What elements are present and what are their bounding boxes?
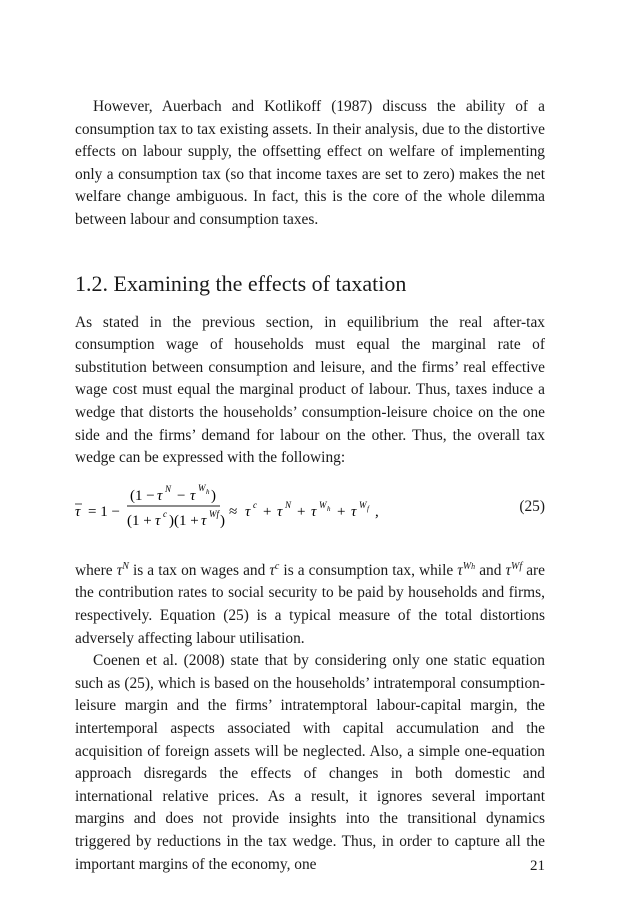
paragraph-coenen: Coenen et al. (2008) state that by considering only one static equation such as (25), which is based on the households’ intratemporal consumption-leisure margin and the firms’ intratemptoral labour-capital margin, the intertemporal aspects associated with capital accumulation and the acquisition of foreign assets will be neglected. Also, a simple one-equation approach disregards the effects of changes in both domestic and international relative prices. As a result, it ignores several important margins and does not provide insights into the transitional dynamics triggered by reductions in the tax wedge. Thus, in order to capture all the important margins of the economy, one <box>75 652 545 873</box>
svg-text:)(1 +: )(1 + <box>169 512 199 529</box>
svg-text:(1 +: (1 + <box>127 512 152 529</box>
svg-text:τ: τ <box>155 512 161 529</box>
svg-text:,: , <box>375 503 379 520</box>
svg-text:): ) <box>211 487 216 504</box>
paragraph-where: where $\tau^N$ is a tax on wages and $\tau^c$ is a consumption tax, while $\tau^{Wh}$ and $\tau^{Wf}$ are the contribution rates to social security to be paid by households and firms, respectively. Equation (25) is a typical measure of the total distortions adversely affecting labour utilisation. <box>75 560 546 647</box>
svg-text:τ: τ <box>277 503 283 520</box>
svg-text:W: W <box>198 482 206 493</box>
svg-text:≈: ≈ <box>229 503 238 520</box>
text-and: and <box>475 561 506 579</box>
svg-text:+: + <box>337 503 346 520</box>
equation-number: (25) <box>519 497 545 515</box>
svg-text:+: + <box>263 503 272 520</box>
svg-text:N: N <box>165 483 172 494</box>
svg-text:τ: τ <box>201 512 207 529</box>
svg-text:W: W <box>359 499 367 510</box>
svg-text:(1 −: (1 − <box>130 487 155 504</box>
svg-text:= 1 −: = 1 − <box>88 503 120 520</box>
svg-text:c: c <box>163 508 167 519</box>
svg-text:): ) <box>220 512 225 529</box>
svg-text:τ: τ <box>190 487 196 504</box>
svg-text:f: f <box>367 504 369 513</box>
paragraph-auerbach: However, Auerbach and Kotlikoff (1987) discuss the ability of a consumption tax to tax existing assets. In their analysis, due to the distortive effects on labour supply, the offsetting effect on welfare of implementing only a consumption tax (so that income taxes are set to zero) makes the net welfare change ambiguous. In fact, this is the core of the whole dilemma between labour and consumption taxes. <box>75 98 545 228</box>
equation-svg <box>75 478 545 542</box>
svg-text:h: h <box>327 504 331 513</box>
svg-text:τ: τ <box>245 503 251 520</box>
svg-text:h: h <box>206 487 210 496</box>
svg-text:−: − <box>177 487 186 504</box>
svg-text:Wf: Wf <box>209 508 219 519</box>
equation-25 <box>75 478 545 542</box>
text-consumption-tax: is a consumption tax, while <box>279 561 458 579</box>
text-where: where <box>75 561 117 579</box>
paragraph-tax-wedge: As stated in the previous section, in equilibrium the real after-tax consumption wage of households must equal the marginal rate of substitution between consumption and leisure, and the firms’ real effective wage cost must equal the marginal product of labour. Thus, taxes induce a wedge that distorts the households’ consumption-leisure choice on the one side and the firms’ demand for labour on the other. Thus, the overall tax wedge can be expressed with the following: <box>75 313 545 467</box>
svg-text:τ: τ <box>351 503 357 520</box>
section-heading: 1.2. Examining the effects of taxation <box>75 270 407 296</box>
svg-text:c: c <box>253 499 257 510</box>
text-tax-wages: is a tax on wages and <box>128 561 270 579</box>
svg-text:N: N <box>285 499 292 510</box>
svg-text:+: + <box>297 503 306 520</box>
svg-text:τ: τ <box>75 503 81 520</box>
text-contribution-rates: are the contribution rates to social security to be paid by households and firms, respectively. Equation (25) is a typical measure of the total distortions adversely affecting labour utilisation. <box>75 561 546 647</box>
svg-text:W: W <box>319 499 327 510</box>
svg-text:τ: τ <box>311 503 317 520</box>
page-number: 21 <box>530 858 545 874</box>
svg-text:τ: τ <box>157 487 163 504</box>
